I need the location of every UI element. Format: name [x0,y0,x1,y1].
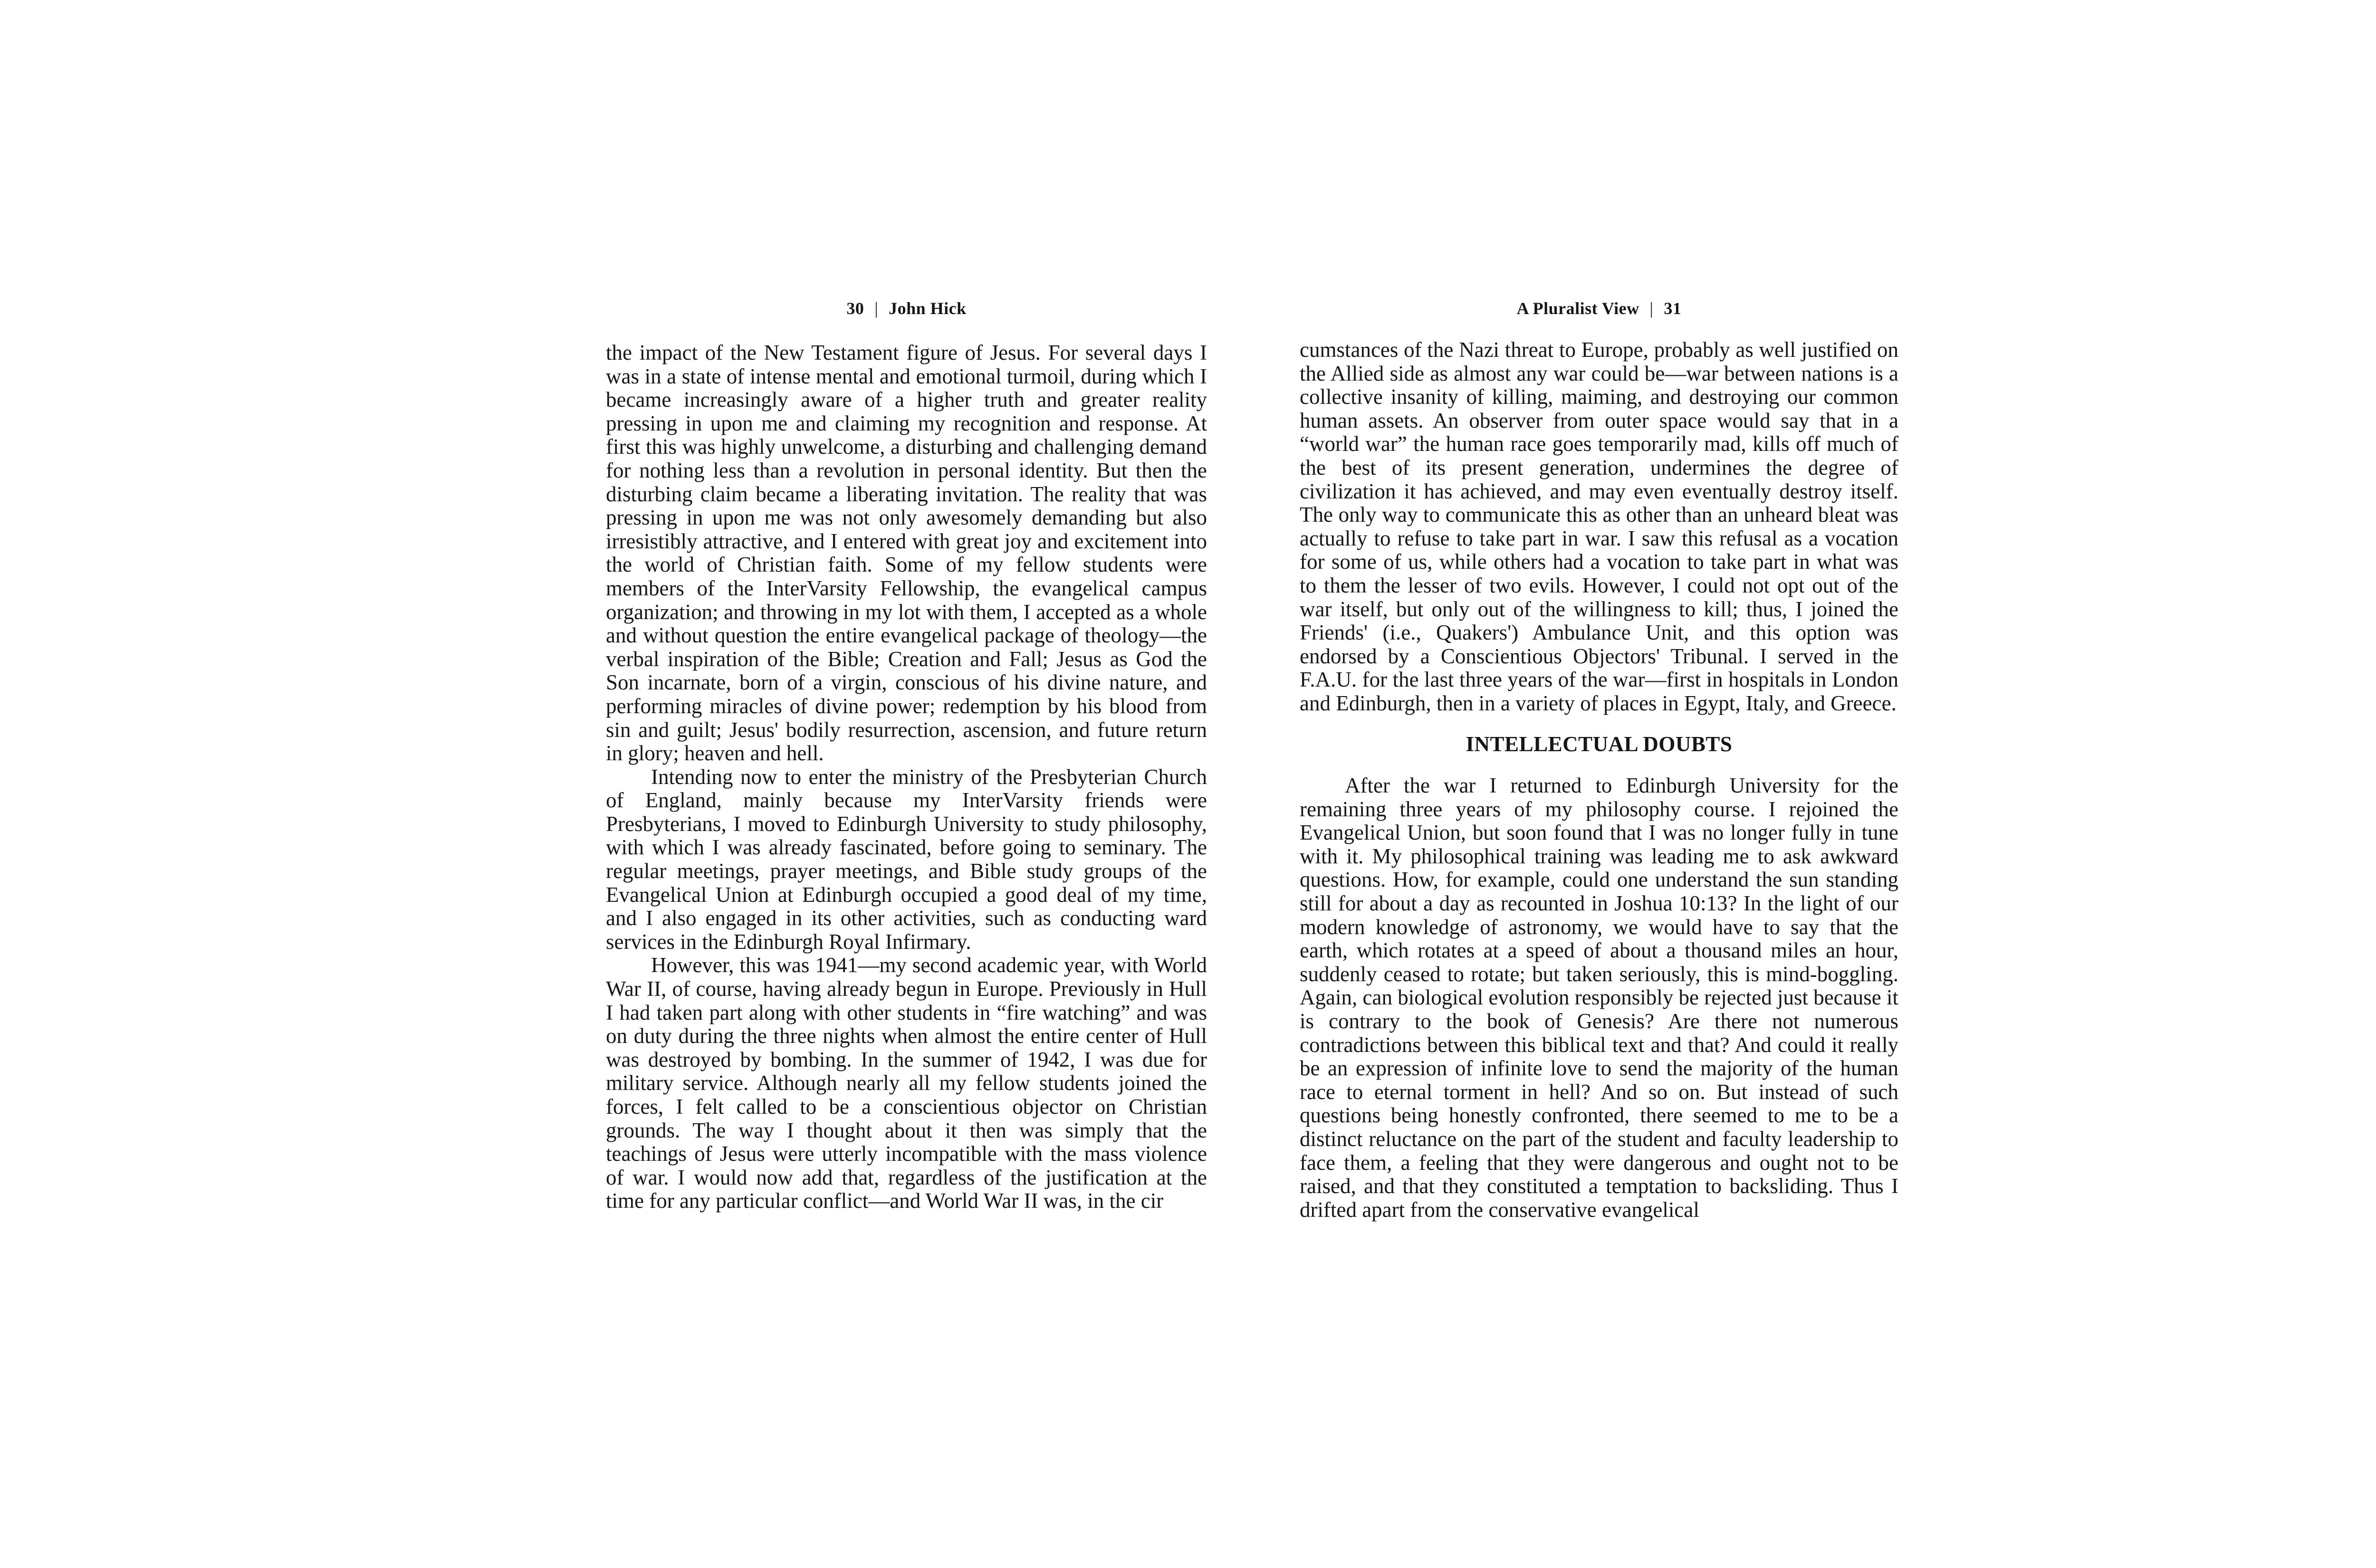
section-heading: INTELLECTUAL DOUBTS [1466,732,1733,756]
paragraph: After the war I returned to Edinburgh University for the remaining three years of my philosophy course. I rejoined the Evangelical Union, but soon found that I was no longer fully in tune with it. My philosophical training was leading me to ask awkward questions. How, for example, could one understand the sun standing still for about a day as recounted in Joshua 10:13? In the light of our modern knowledge of astronomy, we would have to say that the earth, which rotates at a speed of about a thousand miles an hour, suddenly ceased to rotate; but taken seriously, this is mind-boggling. Again, can biological evolution responsibly be rejected just because it is contrary to the book of Genesis? Are there not numerous contradictions between this biblical text and that? And could it really be an expression of infinite love to send the majority of the human race to eternal torment in hell? And so on. But instead of such questions being honestly confronted, there seemed to me to be a distinct reluctance on the part of the student and faculty leadership to face them, a feeling that they were dangerous and ought not to be raised, and that they constituted a temptation to backsliding. Thus I drifted apart from the conservative evangelical [1300,774,1898,1222]
right-header-separator: | [1649,299,1654,318]
right-page-number: 31 [1664,299,1682,318]
paragraph: cumstances of the Nazi threat to Europe, probably as well justified on the Allied side as almost any war could be—war between nations is a collective insanity of killing, maiming, and destroying our common human assets. An observer from outer space would say that in a “world war” the human race goes temporarily mad, kills off much of the best of its present generation, undermines the degree of civilization it has achieved, and may even eventually destroy itself. The only way to communicate this as other than an unheard bleat was actually to refuse to take part in war. I saw this refusal as a vocation for some of us, while others had a vocation to take part in what was to them the lesser of two evils. However, I could not opt out of the war itself, but only out of the willingness to kill; thus, I joined the Friends' (i.e., Quakers') Ambulance Unit, and this option was endorsed by a Conscientious Objectors' Tribunal. I served in the F.A.U. for the last three years of the war—first in hospitals in London and Edinburgh, then in a variety of places in Egypt, Italy, and Greece. [1300,338,1898,715]
left-header-author: John Hick [889,299,967,318]
left-body-text [606,341,1207,1213]
right-running-head [1300,298,1898,318]
right-header-title: A Pluralist View [1516,299,1639,318]
left-header-separator: | [874,299,879,318]
right-page [1300,0,1898,1568]
right-body-text [1300,338,1898,1222]
paragraph: However, this was 1941—my second academic year, with World War II, of course, having already begun in Europe. Previously in Hull I had taken part along with other students in “fire watching” and was on duty during the three nights when almost the entire center of Hull was destroyed by bombing. In the summer of 1942, I was due for military service. Although nearly all my fellow students joined the forces, I felt called to be a conscientious objector on Christian grounds. The way I thought about it then was simply that the teachings of Jesus were utterly incompatible with the mass violence of war. I would now add that, regardless of the justification at the time for any particular conflict—and World War II was, in the cir [606,953,1207,1213]
left-page-number: 30 [846,299,864,318]
paragraph: the impact of the New Testament figure of Jesus. For several days I was in a state of intense mental and emotional turmoil, during which I became increasingly aware of a higher truth and greater reality pressing in upon me and claiming my recognition and response. At first this was highly unwelcome, a disturbing and challenging demand for nothing less than a revolution in personal identity. But then the disturbing claim became a liberating invitation. The reality that was pressing in upon me was not only awesomely demanding but also irresistibly attractive, and I entered with great joy and excitement into the world of Christian faith. Some of my fellow students were members of the InterVarsity Fellowship, the evangelical campus organization; and throwing in my lot with them, I accepted as a whole and without question the entire evangelical package of theology—the verbal inspiration of the Bible; Creation and Fall; Jesus as God the Son incarnate, born of a virgin, conscious of his divine nature, and performing miracles of divine power; redemption by his blood from sin and guilt; Jesus' bodily resurrection, ascension, and future return in glory; heaven and hell. [606,341,1207,765]
left-running-head [606,298,1207,318]
paragraph: Intending now to enter the ministry of the Presbyterian Church of England, mainly because my InterVarsity friends were Presbyterians, I moved to Edinburgh University to study philosophy, with which I was already fascinated, before going to seminary. The regular meetings, prayer meetings, and Bible study groups of the Evangelical Union at Edinburgh occupied a good deal of my time, and I also engaged in its other activities, such as conducting ward services in the Edinburgh Royal Infirmary. [606,765,1207,954]
left-page [606,0,1207,1568]
